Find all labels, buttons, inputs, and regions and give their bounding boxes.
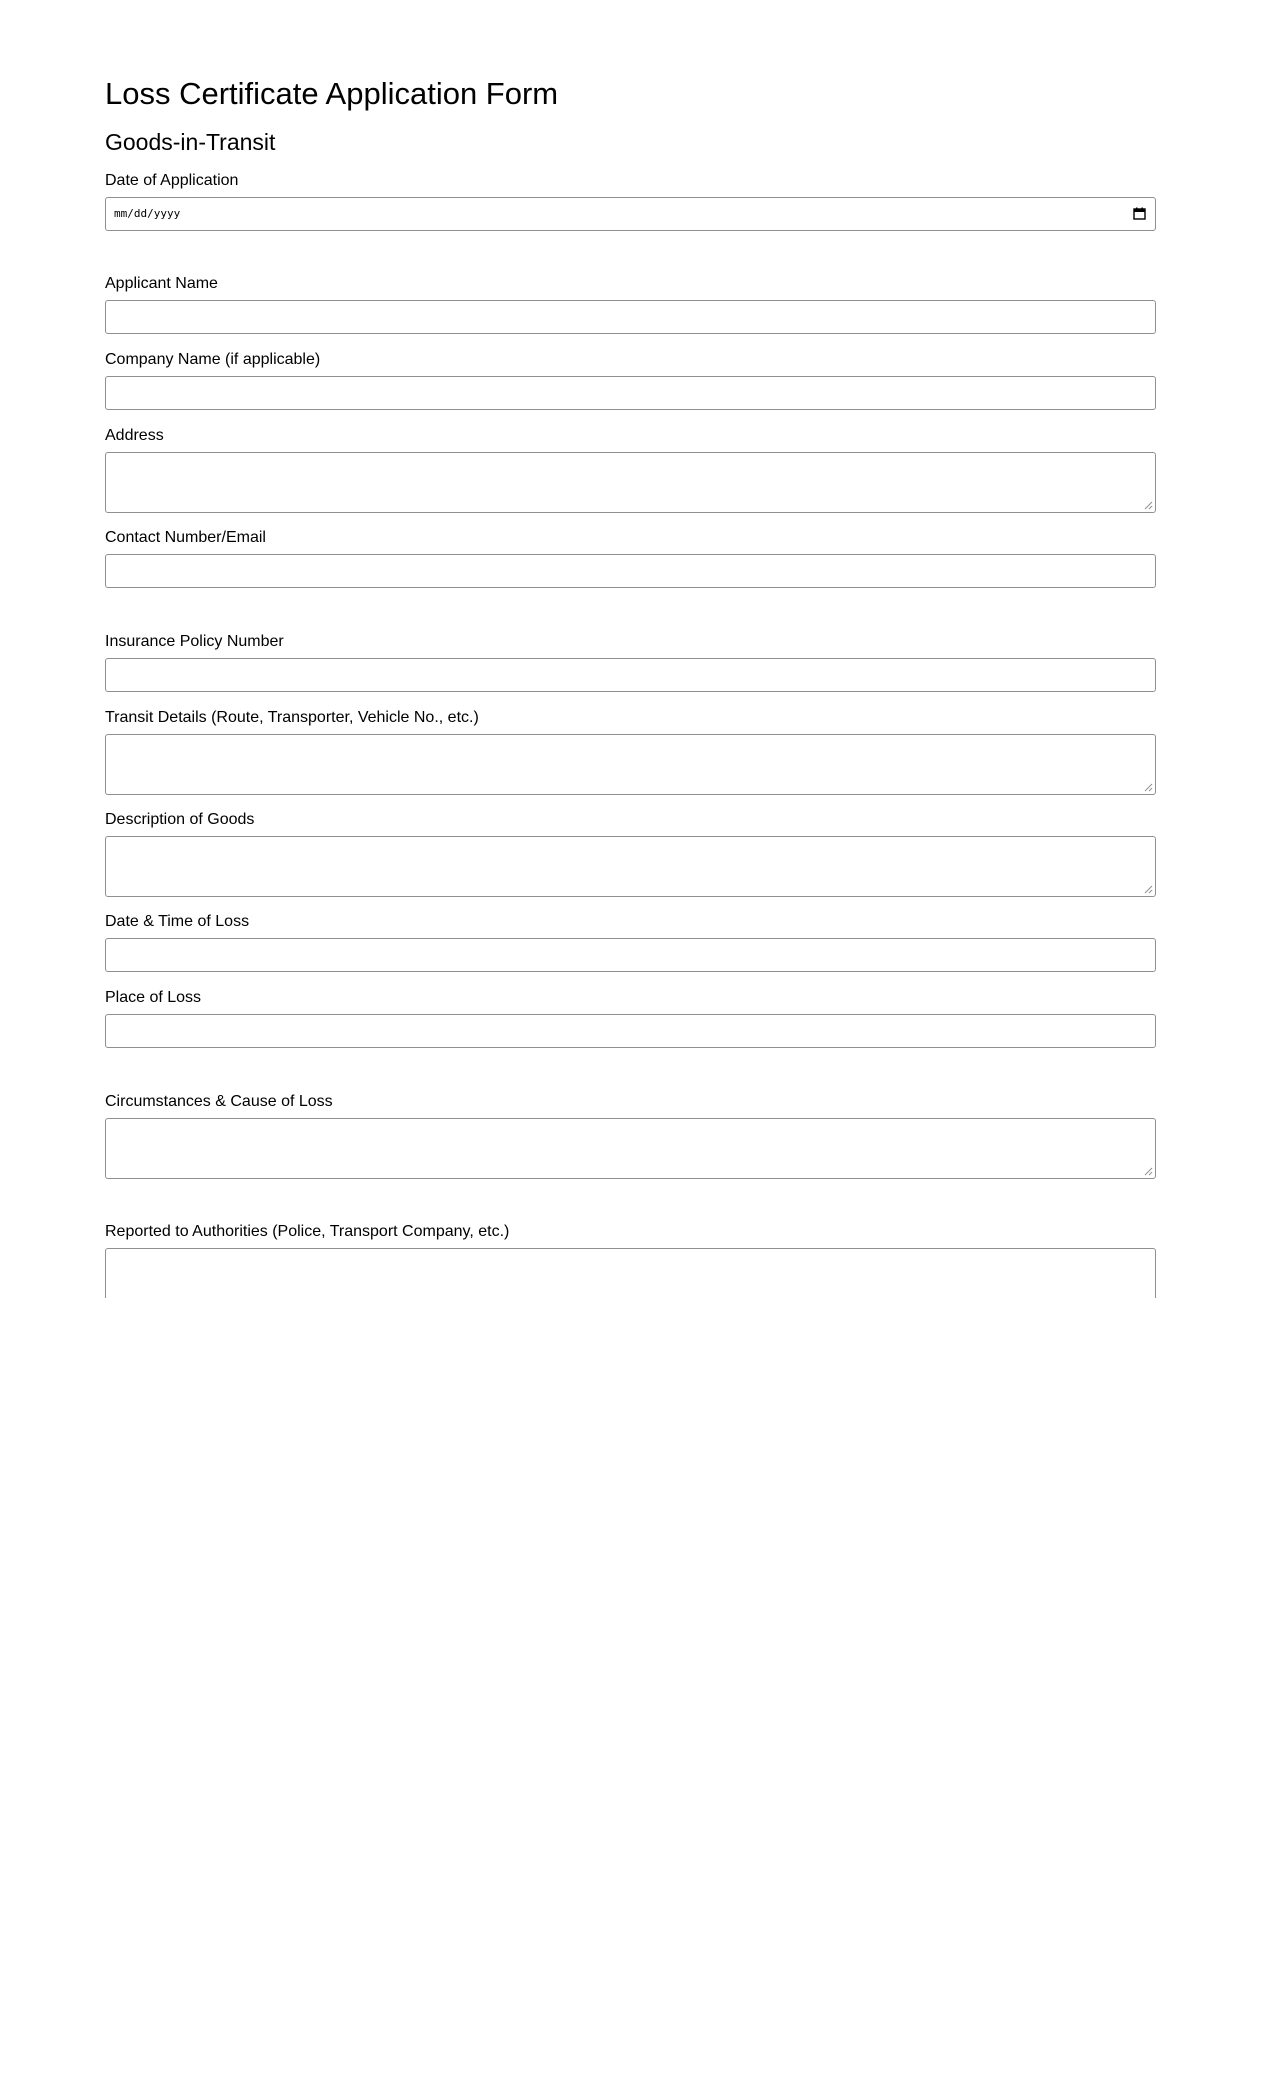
company-name-input[interactable] [105,376,1156,410]
loss-datetime-input[interactable] [105,938,1156,972]
contact-label: Contact Number/Email [105,529,266,546]
resize-grip-icon[interactable] [1144,783,1153,792]
transit-details-label: Transit Details (Route, Transporter, Vehicle No., etc.) [105,709,479,726]
applicant-name-input[interactable] [105,300,1156,334]
address-textarea[interactable] [105,452,1156,513]
loss-datetime-label: Date & Time of Loss [105,913,250,930]
section-title: Goods-in-Transit [105,129,276,155]
resize-grip-icon[interactable] [1144,1167,1153,1176]
goods-description-textarea[interactable] [105,836,1156,897]
calendar-icon[interactable] [1133,207,1146,220]
loss-place-label: Place of Loss [105,989,202,1006]
address-label: Address [105,427,164,444]
circumstances-label: Circumstances & Cause of Loss [105,1093,333,1110]
company-name-label: Company Name (if applicable) [105,351,321,368]
contact-input[interactable] [105,554,1156,588]
date-placeholder: mm/dd/yyyy [114,207,181,220]
resize-grip-icon[interactable] [1144,885,1153,894]
policy-number-input[interactable] [105,658,1156,692]
date-of-application-label: Date of Application [105,172,239,189]
applicant-name-label: Applicant Name [105,275,218,292]
date-of-application-input[interactable] [105,197,1156,231]
resize-grip-icon[interactable] [1144,501,1153,510]
policy-number-label: Insurance Policy Number [105,633,284,650]
loss-certificate-form [105,0,1156,1298]
reported-textarea[interactable] [105,1248,1156,1298]
circumstances-textarea[interactable] [105,1118,1156,1179]
loss-place-input[interactable] [105,1014,1156,1048]
transit-details-textarea[interactable] [105,734,1156,795]
goods-description-label: Description of Goods [105,811,255,828]
reported-label: Reported to Authorities (Police, Transport Company, etc.) [105,1223,510,1240]
page-title: Loss Certificate Application Form [105,76,559,111]
